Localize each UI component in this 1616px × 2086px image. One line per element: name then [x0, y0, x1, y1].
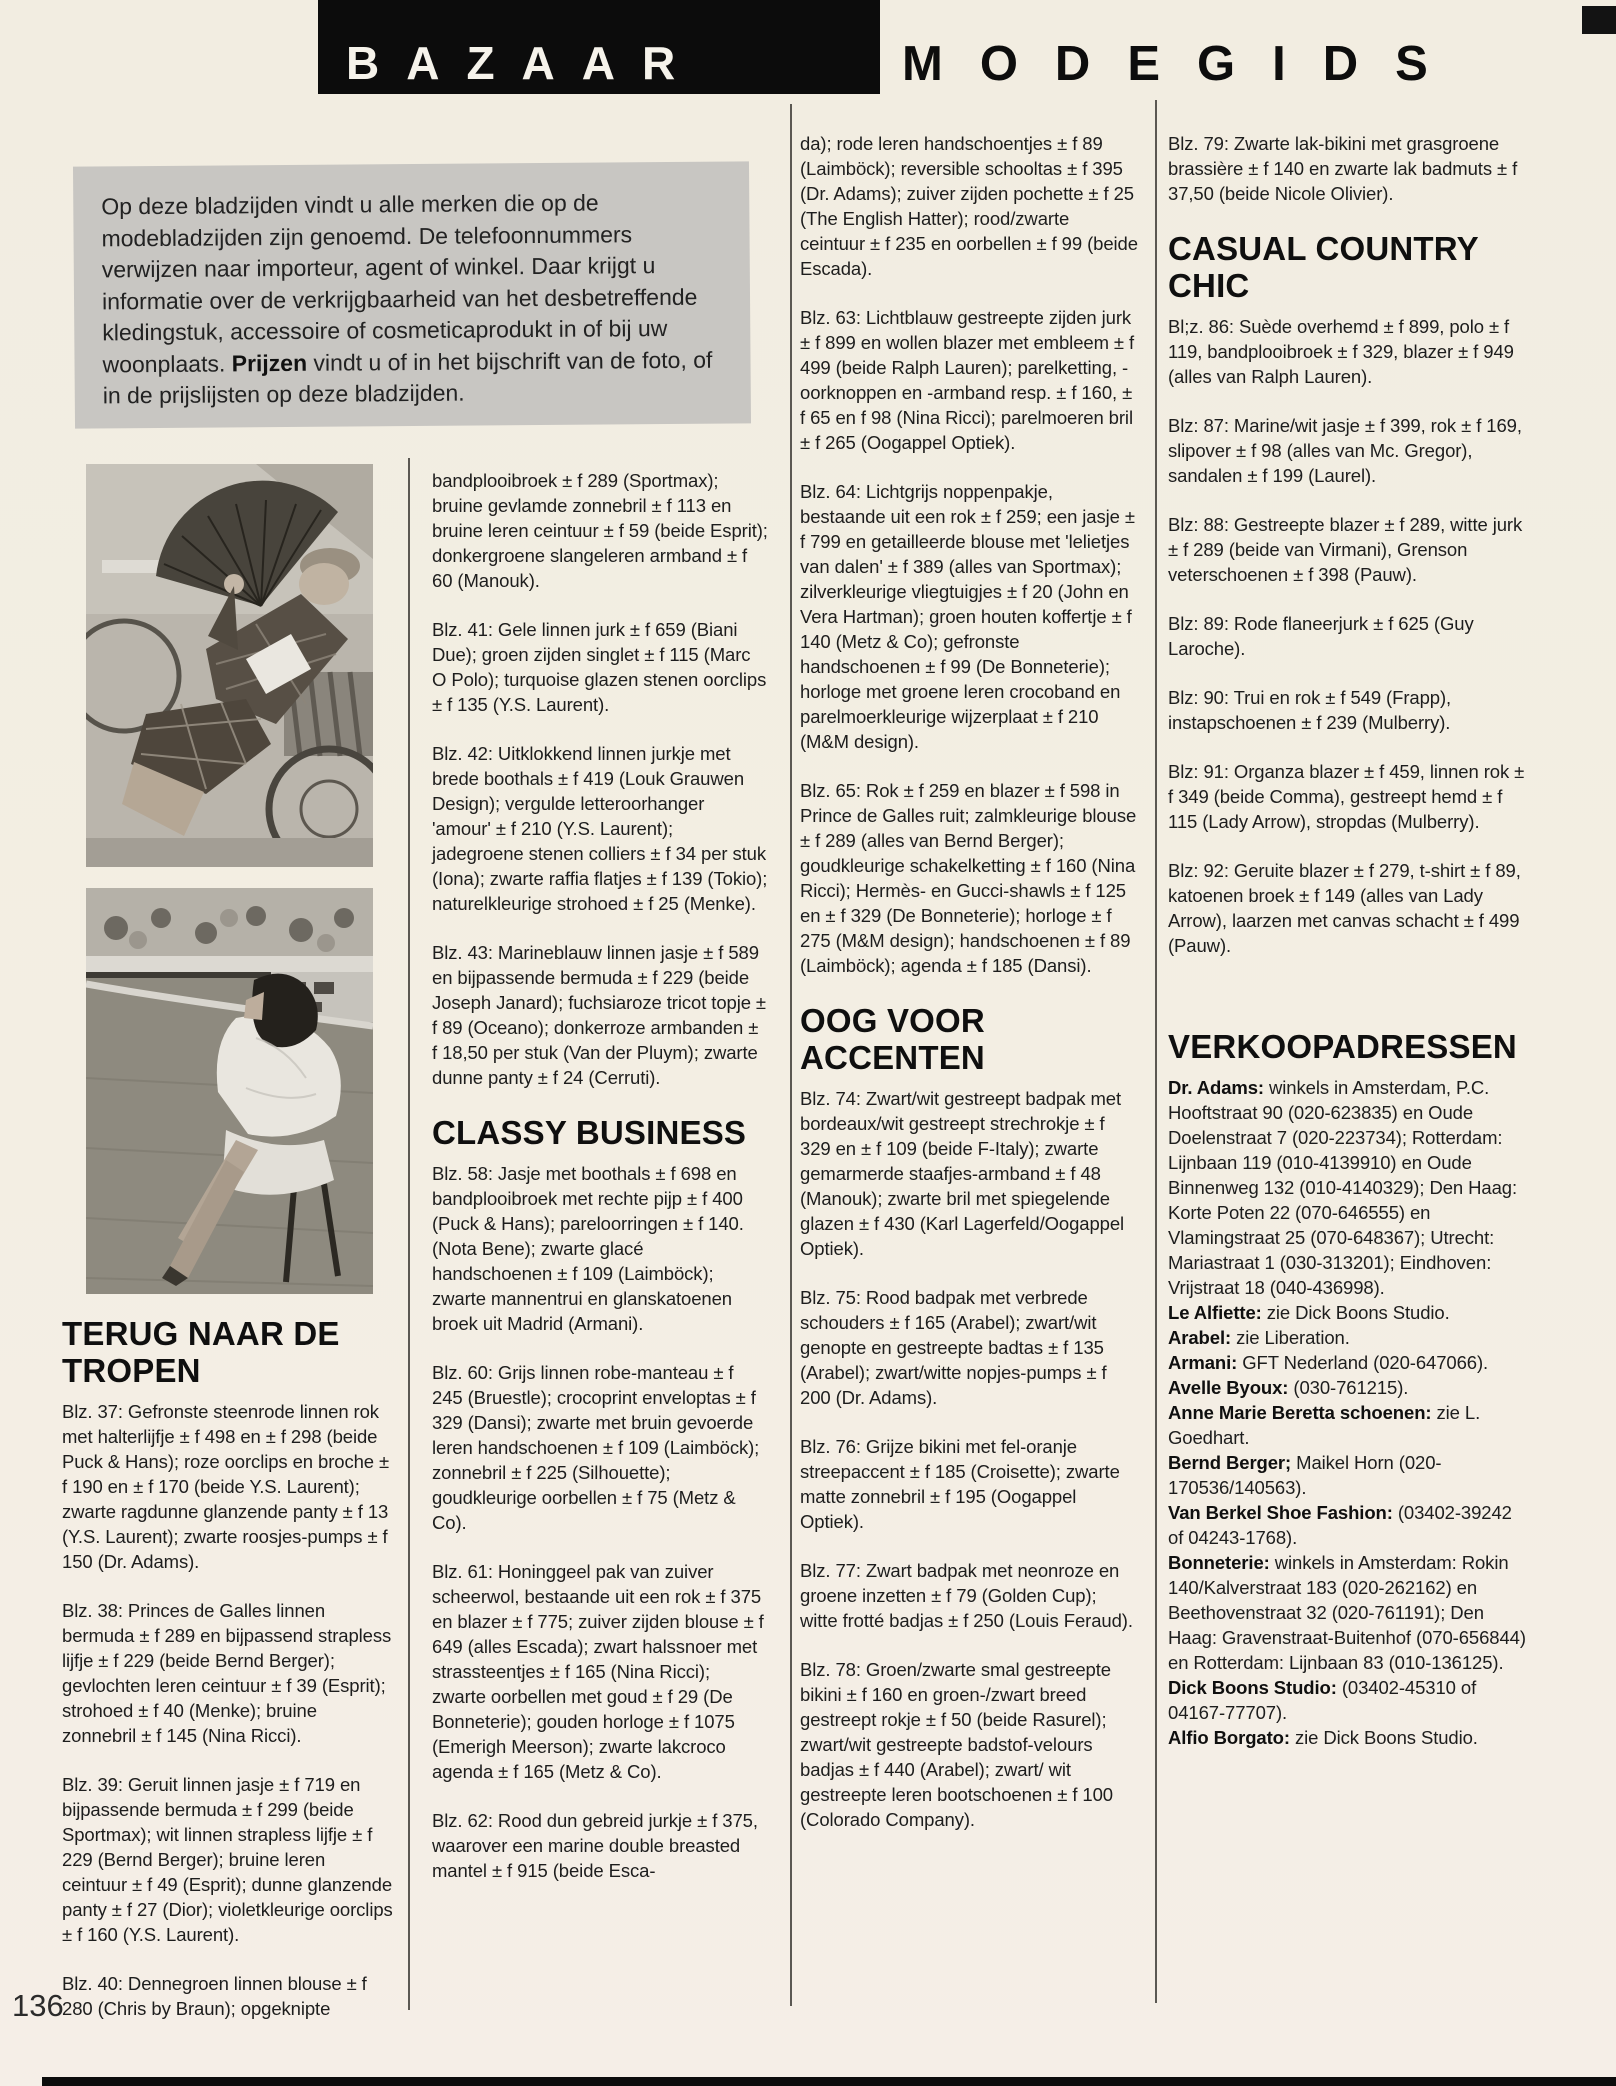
listing-paragraph: Blz: 89: Rode flaneerjurk ± f 625 (Guy Laroche).: [1168, 613, 1474, 659]
address-brand-name: Dr. Adams:: [1168, 1077, 1264, 1098]
bottom-rule: [42, 2077, 1616, 2086]
section-heading: CLASSY BUSINESS: [432, 1114, 747, 1151]
listing-paragraph: Blz. 61: Honinggeel pak van zuiver scheerwol, bestaande uit een rok ± f 375 en blazer ± f 775; zuiver zijden blouse ± f 649 (alles Escada); zwart halssnoer met strassteentjes ± f 165 (Nina Ricci); zwarte oorbellen met goud ± f 29 (De Bonneterie); gouden horloge ± f 1075 (Emerigh Meerson); zwarte lakcroco agenda ± f 165 (Metz & Co).: [432, 1561, 764, 1782]
listing-paragraph: Blz. 76: Grijze bikini met fel-oranje streepaccent ± f 185 (Croisette); zwarte matte zonnebril ± f 195 (Oogappel Optiek).: [800, 1436, 1120, 1532]
address-entry: [1168, 1375, 1530, 1400]
photo-model-with-fan: [86, 464, 373, 867]
listing-paragraph: Blz. 38: Princes de Galles linnen bermuda ± f 289 en bijpassend strapless lijfje ± f 229 (beide Bernd Berger); gevlochten leren ceintuur ± f 39 (Esprit); strohoed ± f 40 (Menke); bruine zonnebril ± f 145 (Nina Ricci).: [62, 1600, 392, 1746]
address-entry: [1168, 1400, 1530, 1450]
listing-paragraph: Blz. 79: Zwarte lak-bikini met grasgroene brassière ± f 140 en zwarte lak badmuts ± f 37,50 (beide Nicole Olivier).: [1168, 133, 1518, 204]
listing-paragraph: Blz. 60: Grijs linnen robe-manteau ± f 245 (Bruestle); crocoprint enveloptas ± f 329 (Dansi); zwarte met bruin gevoerde leren handschoenen ± f 109 (Laimböck); zonnebril ± f 225 (Silhouette); goudkleurige oorbellen ± f 75 (Metz & Co).: [432, 1362, 760, 1533]
listing-paragraph: Blz: 92: Geruite blazer ± f 279, t-shirt ± f 89, katoenen broek ± f 149 (alles van Lady Arrow), laarzen met canvas schacht ± f 499 (Pauw).: [1168, 860, 1521, 956]
address-brand-name: Arabel:: [1168, 1327, 1232, 1348]
listing-paragraph: Blz. 78: Groen/zwarte smal gestreepte bikini ± f 160 en groen-/zwart breed gestreept rokje ± f 50 (beide Rasurel); zwart/wit gestreepte badstof-velours badjas ± f 440 (Arabel); zwart/ wit gestreepte leren bootschoenen ± f 100 (Colorado Company).: [800, 1659, 1113, 1830]
field-photo-illustration: [86, 888, 373, 1294]
address-entry: [1168, 1300, 1530, 1325]
modegids-wordmark: MODEGIDS: [902, 37, 1465, 91]
address-text: zie Liberation.: [1231, 1327, 1350, 1348]
bazaar-wordmark: BAZAAR: [346, 37, 703, 89]
text-column-2: [432, 468, 768, 1883]
page-number: 136: [12, 1988, 64, 2023]
section-heading: TERUG NAAR DE TROPEN: [62, 1315, 340, 1389]
address-text: (03402-39242 of 04243-1768).: [1168, 1502, 1512, 1548]
fan-photo-illustration: [86, 464, 373, 867]
address-text: zie Dick Boons Studio.: [1289, 1727, 1478, 1748]
address-text: zie Dick Boons Studio.: [1261, 1302, 1450, 1323]
listing-paragraph: Blz. 40: Dennegroen linnen blouse ± f 280 (Chris by Braun); opgeknipte: [62, 1973, 367, 2019]
listing-paragraph: Blz. 42: Uitklokkend linnen jurkje met brede boothals ± f 419 (Louk Grauwen Design); vergulde letteroorhanger 'amour' ± f 210 (Y.S. Laurent); jadegroene stenen colliers ± f 34 per stuk (Iona); zwarte raffia flatjes ± f 139 (Tokio); naturelkleurige strohoed ± f 25 (Menke).: [432, 743, 768, 914]
address-entry: [1168, 1350, 1530, 1375]
address-brand-name: Dick Boons Studio:: [1168, 1677, 1337, 1698]
address-brand-name: Le Alfiette:: [1168, 1302, 1262, 1323]
address-brand-name: Avelle Byoux:: [1168, 1377, 1289, 1398]
address-brand-name: Bonneterie:: [1168, 1552, 1270, 1573]
text-column-3: [800, 131, 1138, 1832]
address-text: winkels in Amsterdam, P.C. Hooftstraat 90 (020-623835) en Oude Doelenstraat 7 (020-223734); Rotterdam: Lijnbaan 119 (010-4139910) en Oude Binnenweg 132 (010-4140329); Den Haag: Korte Poten 22 (070-646555) en Vlamingstraat 25 (070-648367); Utrecht: Mariastraat 1 (030-313201); Eindhoven: Vrijstraat 18 (040-436998).: [1168, 1077, 1517, 1298]
address-brand-name: Armani:: [1168, 1352, 1238, 1373]
section-heading: OOG VOOR ACCENTEN: [800, 1002, 985, 1076]
banner-black-box: [318, 0, 880, 94]
photo-model-on-field: [86, 888, 373, 1294]
address-brand-name: Bernd Berger;: [1168, 1452, 1292, 1473]
section-heading: CASUAL COUNTRY CHIC: [1168, 230, 1479, 304]
address-text: Maikel Horn (020-170536/140563).: [1168, 1452, 1442, 1498]
section-heading: VERKOOPADRESSEN: [1168, 1028, 1517, 1065]
listing-paragraph: Blz. 74: Zwart/wit gestreept badpak met bordeaux/wit gestreept strechrokje ± f 329 en ± f 109 (beide F-Italy); zwarte gemarmerde staafjes-armband ± f 48 (Manouk); zwarte bril met spiegelende glazen ± f 430 (Karl Lagerfeld/Oogappel Optiek).: [800, 1088, 1125, 1259]
listing-paragraph: Blz. 39: Geruit linnen jasje ± f 719 en bijpassende bermuda ± f 299 (beide Sportmax); wit linnen strapless lijfje ± f 229 (Bernd Berger); bruine leren ceintuur ± f 49 (Esprit); dunne glanzende panty ± f 27 (Dior); violetkleurige oorclips ± f 160 (Y.S. Laurent).: [62, 1774, 393, 1945]
address-entry: [1168, 1550, 1530, 1675]
text-column-1: [62, 1315, 394, 2021]
address-entry: [1168, 1075, 1530, 1300]
listing-paragraph: Blz. 65: Rok ± f 259 en blazer ± f 598 in Prince de Galles ruit; zalmkleurige blouse ± f 289 (alles van Bernd Berger); goudkleurige schakelketting ± f 160 (Nina Ricci); Hermès- en Gucci-shawls ± f 125 en ± f 329 (De Bonneterie); horloge ± f 275 (M&M design); handschoenen ± f 89 (Laimböck); agenda ± f 185 (Dansi).: [800, 780, 1137, 976]
column-rule-3: [1155, 100, 1157, 2003]
intro-text-lead: Op deze bladzijden vindt u alle merken die op de modebladzijden zijn genoemd. De telefoonnummers verwijzen naar importeur, agent of winkel. Daar krijgt u informatie over de verkrijgbaarheid van het desbetreffende kledingstuk, accessoire of cosmeticaprodukt in of bij uw woonplaats.: [101, 189, 698, 377]
listing-paragraph: Blz. 41: Gele linnen jurk ± f 659 (Biani Due); groen zijden singlet ± f 115 (Marc O Polo); turquoise glazen stenen oorclips ± f 135 (Y.S. Laurent).: [432, 619, 767, 715]
address-brand-name: Alfio Borgato:: [1168, 1727, 1290, 1748]
listing-paragraph: Bl;z. 86: Suède overhemd ± f 899, polo ± f 119, bandplooibroek ± f 329, blazer ± f 949 (alles van Ralph Lauren).: [1168, 316, 1514, 387]
text-column-4: [1168, 131, 1530, 1750]
column-rule-2: [790, 104, 792, 2006]
listing-paragraph: Blz. 58: Jasje met boothals ± f 698 en bandplooibroek met rechte pijp ± f 400 (Puck & Hans); pareloorringen ± f 140. (Nota Bene); zwarte glacé handschoenen ± f 109 (Laimböck); zwarte mannentrui en glanskatoenen broek uit Madrid (Armani).: [432, 1163, 744, 1334]
address-entry: [1168, 1450, 1530, 1500]
listing-paragraph: Blz. 37: Gefronste steenrode linnen rok met halterlijfje ± f 498 en ± f 298 (beide Puck & Hans); roze oorclips en broche ± f 190 en ± f 170 (beide Y.S. Laurent); zwarte ragdunne glanzende panty ± f 13 (Y.S. Laurent); zwarte roosjes-pumps ± f 150 (Dr. Adams).: [62, 1401, 390, 1572]
address-text: (030-761215).: [1288, 1377, 1409, 1398]
address-brand-name: Anne Marie Beretta schoenen:: [1168, 1402, 1432, 1423]
address-text: zie L. Goedhart.: [1168, 1402, 1481, 1448]
listing-paragraph: Blz: 87: Marine/wit jasje ± f 399, rok ± f 169, slipover ± f 98 (alles van Mc. Gregor), sandalen ± f 199 (Laurel).: [1168, 415, 1522, 486]
listing-paragraph: Blz: 88: Gestreepte blazer ± f 289, witte jurk ± f 289 (beide van Virmani), Grenson veterschoenen ± f 398 (Pauw).: [1168, 514, 1523, 585]
column-rule-1: [408, 458, 410, 2010]
listing-paragraph: Blz. 64: Lichtgrijs noppenpakje, bestaande uit een rok ± f 259; een jasje ± f 799 en getailleerde blouse met 'lelietjes van dalen' ± f 389 (alles van Sportmax); zilverkleurige vliegtuigjes ± f 20 (John en Vera Hartman); groen houten koffertje ± f 140 (Metz & Co); gefronste handschoenen ± f 99 (De Bonneterie); horloge met groene leren crocoband en parelmoerkleurige wijzerplaat ± f 210 (M&M design).: [800, 481, 1135, 752]
intro-text-tail: vindt u of in het bijschrift van de foto, of in de prijslijsten op deze bladzijden.: [102, 346, 713, 409]
listing-paragraph: Blz. 77: Zwart badpak met neonroze en groene inzetten ± f 79 (Golden Cup); witte frotté badjas ± f 250 (Louis Feraud).: [800, 1560, 1133, 1631]
intro-box: [73, 161, 751, 428]
listing-paragraph: Blz. 75: Rood badpak met verbrede schouders ± f 165 (Arabel); zwart/wit genopte en gestreepte badtas ± f 135 (Arabel); zwart/witte nopjes-pumps ± f 200 (Dr. Adams).: [800, 1287, 1107, 1408]
intro-text-bold: Prijzen: [231, 349, 308, 376]
listing-paragraph: Blz. 43: Marineblauw linnen jasje ± f 589 en bijpassende bermuda ± f 229 (beide Joseph Janard); fuchsiaroze tricot topje ± f 89 (Oceano); donkerroze armbanden ± f 18,50 per stuk (Van der Pluym); zwarte dunne panty ± f 24 (Cerruti).: [432, 942, 766, 1088]
address-text: GFT Nederland (020-647066).: [1237, 1352, 1489, 1373]
address-text: (03402-45310 of 04167-77707).: [1168, 1677, 1477, 1723]
address-entry: [1168, 1325, 1530, 1350]
listing-paragraph: da); rode leren handschoentjes ± f 89 (Laimböck); reversible schooltas ± f 395 (Dr. Adams); zuiver zijden pochette ± f 25 (The English Hatter); rood/zwarte ceintuur ± f 235 en oorbellen ± f 99 (beide Escada).: [800, 133, 1138, 279]
listing-paragraph: bandplooibroek ± f 289 (Sportmax); bruine gevlamde zonnebril ± f 113 en bruine leren ceintuur ± f 59 (beide Esprit); donkergroene slangeleren armband ± f 60 (Manouk).: [432, 470, 768, 591]
listing-paragraph: Blz: 91: Organza blazer ± f 459, linnen rok ± f 349 (beide Comma), gestreept hemd ± f 115 (Lady Arrow), stropdas (Mulberry).: [1168, 761, 1525, 832]
address-entry: [1168, 1500, 1530, 1550]
listing-paragraph: Blz: 90: Trui en rok ± f 549 (Frapp), instapschoenen ± f 239 (Mulberry).: [1168, 687, 1452, 733]
listing-paragraph: Blz. 62: Rood dun gebreid jurkje ± f 375, waarover een marine double breasted mantel ± f 915 (beide Esca-: [432, 1810, 758, 1881]
address-entry: [1168, 1725, 1530, 1750]
address-entry: [1168, 1675, 1530, 1725]
listing-paragraph: Blz. 63: Lichtblauw gestreepte zijden jurk ± f 899 en wollen blazer met embleem ± f 499 (beide Ralph Lauren); parelketting, -oorknoppen en -armband resp. ± f 160, ± f 65 en f 98 (Nina Ricci); parelmoeren bril ± f 265 (Oogappel Optiek).: [800, 307, 1135, 453]
address-brand-name: Van Berkel Shoe Fashion:: [1168, 1502, 1393, 1523]
address-text: winkels in Amsterdam: Rokin 140/Kalverstraat 183 (020-262162) en Beethovenstraat 32 (020-761191); Den Haag: Gravenstraat-Buitenhof (070-656844) en Rotterdam: Lijnbaan 83 (010-136125).: [1168, 1552, 1526, 1673]
scan-corner-mark: [1582, 6, 1616, 34]
